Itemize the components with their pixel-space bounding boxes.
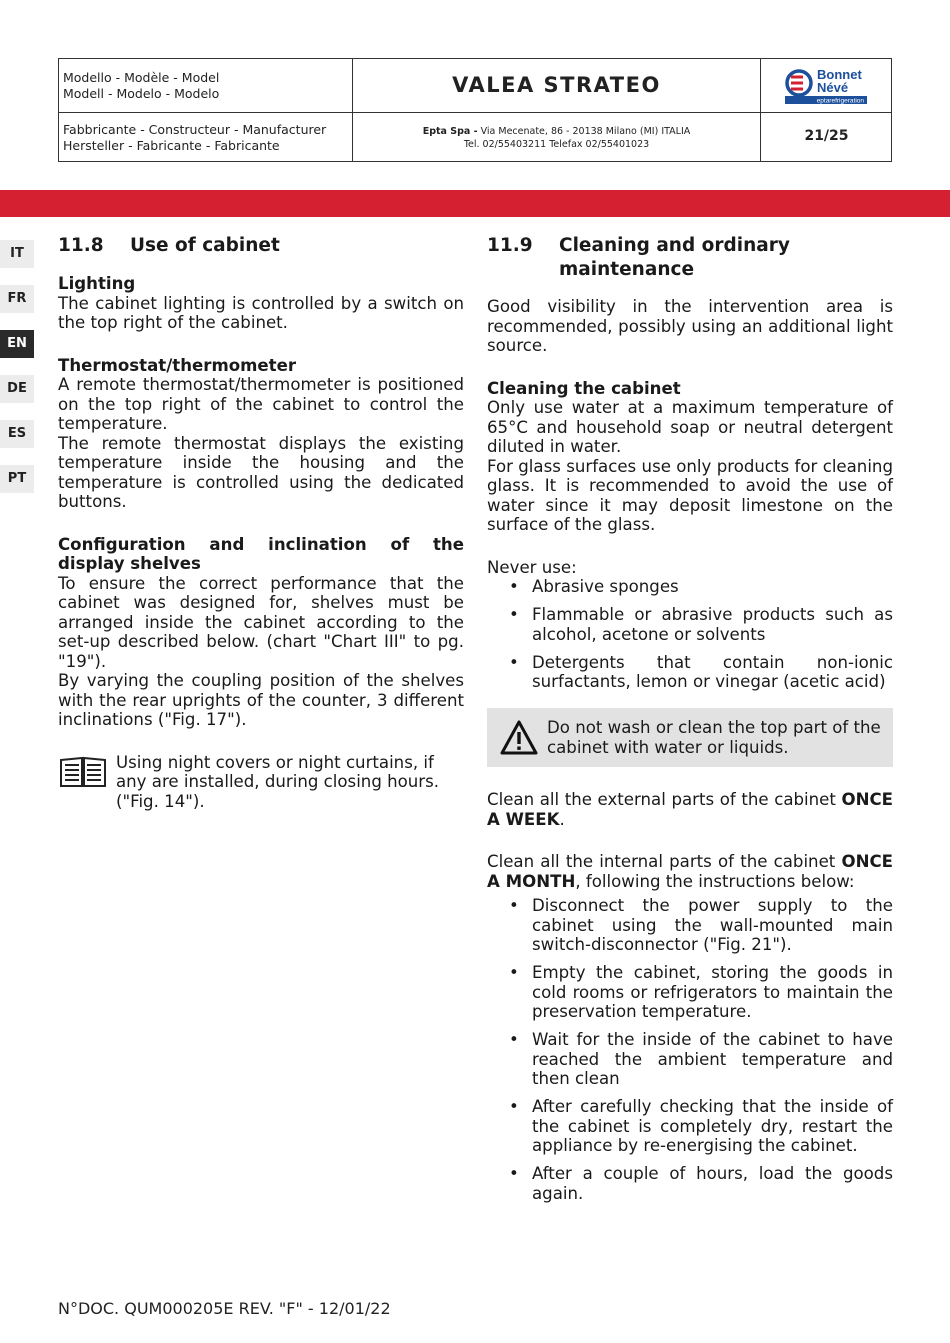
warning-box <box>487 708 893 767</box>
list-item: • Disconnect the power supply to the cabinet using the wall-mounted main switch-disconnector ("Fig. 21"). <box>487 896 893 955</box>
never-use-list <box>487 577 893 692</box>
shelves-heading: Configuration and inclination of the display shelves <box>58 534 464 573</box>
weekly-cleaning-text: Clean all the external parts of the cabinet ONCE A WEEK. <box>487 790 894 829</box>
list-item: • Empty the cabinet, storing the goods in cold rooms or refrigerators to maintain the preservation temperature. <box>487 963 893 1022</box>
red-divider-bar <box>0 190 950 217</box>
right-column <box>487 234 893 1212</box>
warning-text: Do not wash or clean the top part of the cabinet with water or liquids. <box>547 718 881 757</box>
lighting-heading: Lighting <box>58 274 136 293</box>
section-heading-11-8: 11.8 Use of cabinet <box>58 235 280 256</box>
left-column <box>58 234 464 811</box>
warning-triangle-icon <box>499 719 539 757</box>
list-item: • Wait for the inside of the cabinet to have reached the ambient temperature and then clean <box>487 1030 893 1089</box>
monthly-cleaning-text: Clean all the internal parts of the cabinet ONCE A MONTH, following the instructions below: <box>487 852 894 891</box>
never-use-label: Never use: <box>487 557 577 577</box>
list-item: • Detergents that contain non-ionic surfactants, lemon or vinegar (acetic acid) <box>487 653 893 692</box>
lighting-text: The cabinet lighting is controlled by a switch on the top right of the cabinet. <box>58 293 464 332</box>
thermostat-text-1: A remote thermostat/thermometer is positioned on the top right of the cabinet to control the temperature. <box>58 375 464 433</box>
list-item: • Abrasive sponges <box>487 577 893 597</box>
manufacturer-label: Fabbricante - Constructeur - Manufacturer Hersteller - Fabricante - Fabricante <box>63 122 327 153</box>
monthly-steps-list <box>487 896 893 1203</box>
lang-tab-pt[interactable]: PT <box>0 465 34 493</box>
list-item: • Flammable or abrasive products such as alcohol, acetone or solvents <box>487 605 893 644</box>
list-item: • After carefully checking that the inside of the cabinet is completely dry, restart the appliance by re-energising the cabinet. <box>487 1097 893 1156</box>
lang-tab-it[interactable]: IT <box>0 240 34 268</box>
brand-line-1: Bonnet <box>817 67 862 82</box>
list-item: • After a couple of hours, load the goods again. <box>487 1164 893 1203</box>
document-footer: N°DOC. QUM000205E REV. "F" - 12/01/22 <box>58 1299 391 1318</box>
lang-tab-es[interactable]: ES <box>0 420 34 448</box>
lang-tab-en[interactable]: EN <box>0 330 34 358</box>
page-number: 21/25 <box>804 128 849 144</box>
shelves-text-1: To ensure the correct performance that the cabinet was designed for, shelves must be arranged inside the cabinet according to the set-up described below. (chart "Chart III" to pg. "19"). <box>58 573 464 671</box>
bonnet-neve-logo <box>761 65 892 109</box>
visibility-text: Good visibility in the intervention area is recommended, possibly using an additional light source. <box>487 297 893 355</box>
document-title: VALEA STRATEO <box>452 73 661 97</box>
section-heading-11-9: 11.9 Cleaning and ordinary maintenance <box>487 235 790 280</box>
cleaning-text-1: Only use water at a maximum temperature of 65°C and household soap or neutral detergent diluted in water. <box>487 398 893 456</box>
lang-tab-fr[interactable]: FR <box>0 285 34 313</box>
cleaning-heading: Cleaning the cabinet <box>487 378 681 398</box>
brand-logo <box>761 65 892 109</box>
brand-sub: eptarefrigeration <box>816 97 864 105</box>
shelves-text-2: By varying the coupling position of the shelves with the rear uprights of the counter, 3 different inclinations ("Fig. 17"). <box>58 671 464 729</box>
manufacturer-address: Epta Spa - Via Mecenate, 86 - 20138 Milano (MI) ITALIA Tel. 02/55403211 Telefax 02/55401023 <box>422 126 691 150</box>
thermostat-text-2: The remote thermostat displays the existing temperature inside the housing and the temperature is controlled using the dedicated buttons. <box>58 433 464 511</box>
manual-book-icon <box>58 755 108 789</box>
lang-tab-de[interactable]: DE <box>0 375 34 403</box>
night-cover-note <box>58 753 464 812</box>
model-label: Modello - Modèle - Model Modell - Modelo - Modelo <box>63 70 220 101</box>
brand-line-2: Névé <box>817 80 849 95</box>
thermostat-heading: Thermostat/thermometer <box>58 355 297 375</box>
document-header <box>58 58 892 162</box>
night-cover-text: Using night covers or night curtains, if any are installed, during closing hours. ("Fig. 14"). <box>116 752 440 811</box>
cleaning-text-2: For glass surfaces use only products for cleaning glass. It is recommended to avoid the use of water since it may deposit limestone on the surface of the glass. <box>487 456 893 534</box>
